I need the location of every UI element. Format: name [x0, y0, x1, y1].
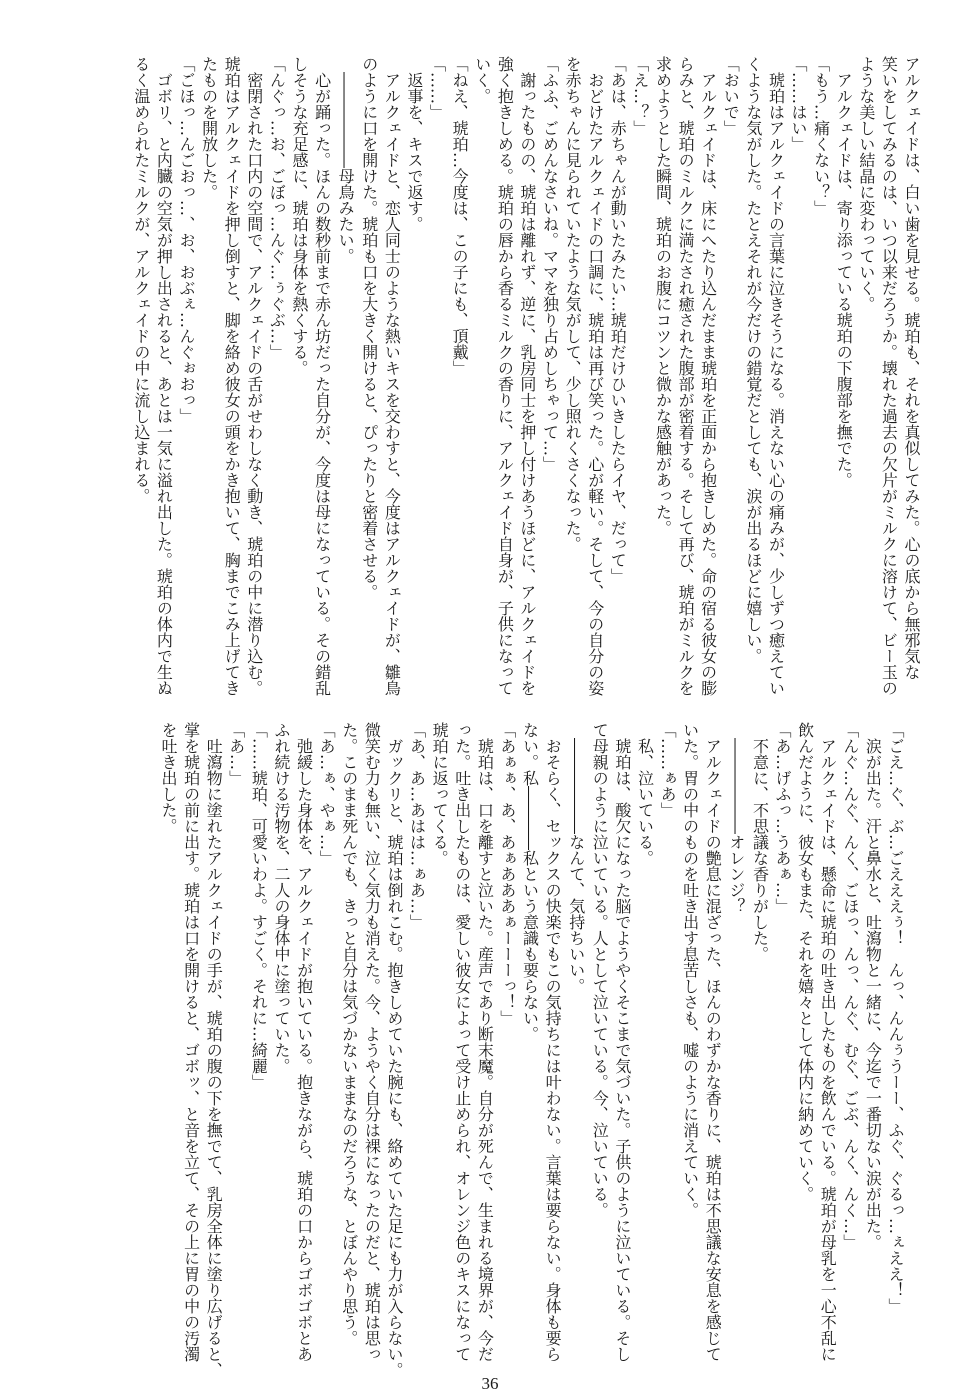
text-line: 琥珀はアルクェイドの言葉に泣きそうになる。消えない心の痛みが、少しずつ癒えてい	[766, 56, 786, 696]
text-line: ――――――母鳥みたい。	[336, 56, 356, 264]
text-line: 不意に、不思議な香りがした。	[750, 722, 770, 962]
text-line: 謝ったものの、琥珀は離れず、逆に、乳房同士を押し付けあうほどに、アルクェイドを	[517, 56, 537, 696]
text-line: 「んぐ…んぐ、んく、ごほっ、んっ、んぐ、むぐ、ごぶ、んく、んく…」	[840, 722, 860, 1250]
text-line: アルクェイドは、床にへたり込んだまま琥珀を正面から抱きしめた。命の宿る彼女の膨	[698, 56, 718, 696]
text-line: 「もう…痛くない？」	[811, 56, 831, 216]
text-line: 心が踊った。ほんの数秒前まで赤ん坊だった自分が、今度は母になっている。その錯乱	[312, 56, 332, 696]
text-line: おそらく、セックスの快楽でもこの気持ちには叶わない。言葉は要らない。身体も要ら	[543, 722, 563, 1362]
text-line: 「あ、あ…あはは…ぁあ…」	[407, 722, 427, 930]
bottom-text-block	[156, 722, 906, 1378]
text-line: 密閉された口内の空間で、アルクェイドの舌がせわしなく動き、琥珀の中に潜り込む。	[244, 56, 264, 696]
text-line: アルクェイドと、恋人同士のような熱いキスを交わすと、今度はアルクェイドが、雛鳥	[382, 56, 402, 696]
text-line: 「あぁぁ、あ、あぁあああぁーーーっ！」	[497, 722, 517, 1026]
text-line: 「……」	[427, 56, 447, 120]
text-line: 「あ…」	[226, 722, 246, 786]
text-line: 琥珀は、酸欠になった脳でようやくそこまで気づいた。子供のように泣いている。そし	[612, 722, 632, 1362]
text-line: アルクェイドは、白い歯を見せる。琥珀も、それを真似してみた。心の底から無邪気な	[902, 56, 921, 680]
text-line: 「おいで」	[721, 56, 741, 136]
text-line: ような美しい結晶に変わっていく。	[856, 56, 876, 312]
text-line: 飲んだように、彼女もまた、それを嬉々として体内に納めていく。	[795, 722, 815, 1202]
top-text-block	[129, 56, 922, 696]
text-line: たものを開放した。	[199, 56, 219, 200]
text-line: ガックリと、琥珀は倒れこむ。抱きしめていた腕にも、絡めていた足にも力が入らない。	[384, 722, 404, 1378]
page-number: 36	[481, 1374, 499, 1393]
text-line: 琥珀に返ってくる。	[430, 722, 450, 866]
text-line: アルクェイドは、寄り添っている琥珀の下腹部を撫でた。	[834, 56, 854, 488]
text-line: 「……琥珀、可愛いわよ。すごく。それに…綺麗」	[249, 722, 269, 1090]
text-line: いた。胃の中のものを吐き出す息苦しさも、嘘のように消えていく。	[680, 722, 700, 1218]
text-line: くような気がした。たとえそれが今だけの錯覚だとしても、涙が出るほどに嬉しい。	[743, 56, 763, 664]
text-line: アルクェイドは、懸命に琥珀の吐き出したものを飲んでいる。琥珀が母乳を一心不乱に	[818, 722, 838, 1362]
text-line: 「……はい」	[789, 56, 809, 152]
text-line: 強く抱きしめる。琥珀の唇から香るミルクの香りに、アルクェイド自身が、子供になって	[495, 56, 515, 696]
text-line: を吐き出した。	[159, 722, 178, 834]
text-line: 微笑む力も無い、泣く気力も消えた。今、ようやく自分は裸になったのだと、琥珀は思っ	[362, 722, 382, 1362]
text-line: 涙が出た。汗と鼻水と、吐瀉物と一緒に、今迄で一番切ない涙が出た。	[863, 722, 883, 1250]
text-line: 「んぐっ…お、ごぼっ…んぐ…ぅぐぶ…」	[267, 56, 287, 360]
text-line: を赤ちゃんに見られていたような気がして、少し照れくさくなった。	[563, 56, 583, 552]
text-line: 弛緩した身体を、アルクェイドが抱いている。抱きながら、琥珀の口からゴボゴボとあ	[294, 722, 314, 1362]
text-line: ふれ続ける汚物を、二人の身体中に塗っていた。	[271, 722, 291, 1074]
text-line: 「ごえ…ぐ、ぶ…ごえええぅ！ んっ、んんぅうーー、ふぐ、ぐるっ…ぇええ！」	[886, 722, 905, 1314]
text-line: て母親のように泣いている。人として泣いている。今、泣いている。	[590, 722, 610, 1218]
text-line: 「あ…げふっ…うあぁ…」	[773, 722, 793, 914]
text-line: 「ねえ、琥珀…今度は、この子にも、頂戴」	[450, 56, 470, 376]
text-line: いく。	[472, 56, 492, 104]
text-line: らみと、琥珀のミルクに満たされ癒された腹部が密着する。そして再び、琥珀がミルクを	[676, 56, 696, 696]
text-line: おどけたアルクェイドの口調に、琥珀は再び笑った。心が軽い。そして、今の自分の姿	[585, 56, 605, 696]
text-line: 「ふふ、ごめんなさいね。ママを独り占めしちゃって…」	[540, 56, 560, 472]
text-line: アルクェイドの艶息に混ざった、ほんのわずかな香りに、琥珀は不思議な安息を感じて	[703, 722, 723, 1362]
text-line: 掌を琥珀の前に出す。琥珀は口を開けると、ゴボッ、と音を立て、その上に胃の中の汚濁	[181, 722, 201, 1362]
text-line: 私、泣いている。	[635, 722, 655, 866]
text-line: 返事を、キスで返す。	[404, 56, 424, 232]
text-line: った。吐き出したものは、愛しい彼女によって受け止められ、オレンジ色のキスになって	[452, 722, 472, 1362]
text-line: ――――――オレンジ？	[726, 722, 746, 914]
text-line: 「あ…ぁ、やぁ…」	[317, 722, 337, 866]
text-line: 琥珀はアルクェイドを押し倒すと、脚を絡め彼女の頭をかき抱いて、胸までこみ上げてき	[222, 56, 242, 696]
text-line: のように口を開けた。琥珀も口を大きく開けると、ぴったりと密着させる。	[359, 56, 379, 600]
text-line: 「ごほっ…んごおっ…、お、おぶぇ…んぐぉおっ」	[177, 56, 196, 424]
text-line: しそうな充足感に、琥珀は身体を熱くする。	[289, 56, 309, 376]
text-line: ――――――なんて、気持ちいい。	[566, 722, 586, 994]
text-line: 笑いをしてみるのは、いつ以来だろうか。壊れた過去の欠片がミルクに溶けて、ビー玉の	[879, 56, 899, 696]
text-line: るく温められたミルクが、アルクェイドの中に流し込まれる。	[131, 56, 151, 504]
text-line: 吐瀉物に塗れたアルクェイドの手が、琥珀の腹の下を撫でて、乳房全体に塗り広げると、	[204, 722, 224, 1378]
text-line: 「え…？」	[630, 56, 650, 136]
text-line: 「……ぁあ」	[658, 722, 678, 818]
text-line: ゴボリ、と内臓の空気が押し出されると、あとは一気に溢れ出した。琥珀の体内で生ぬ	[154, 56, 174, 696]
text-line: 求めようとした瞬間、琥珀のお腹にコツンと微かな感触があった。	[653, 56, 673, 536]
text-line: ない。私――――私という意識も要らない。	[520, 722, 540, 1042]
text-line: 「あは、赤ちゃんが動いたみたい…琥珀だけひいきしたらイヤ、だって」	[608, 56, 628, 584]
text-line: 琥珀は、口を離すと泣いた。産声であり断末魔。自分が死んで、生まれる境界が、今だ	[475, 722, 495, 1362]
text-line: た。このまま死んでも、きっと自分は気づかないままなのだろうな、とぼんやり思う。	[339, 722, 359, 1346]
